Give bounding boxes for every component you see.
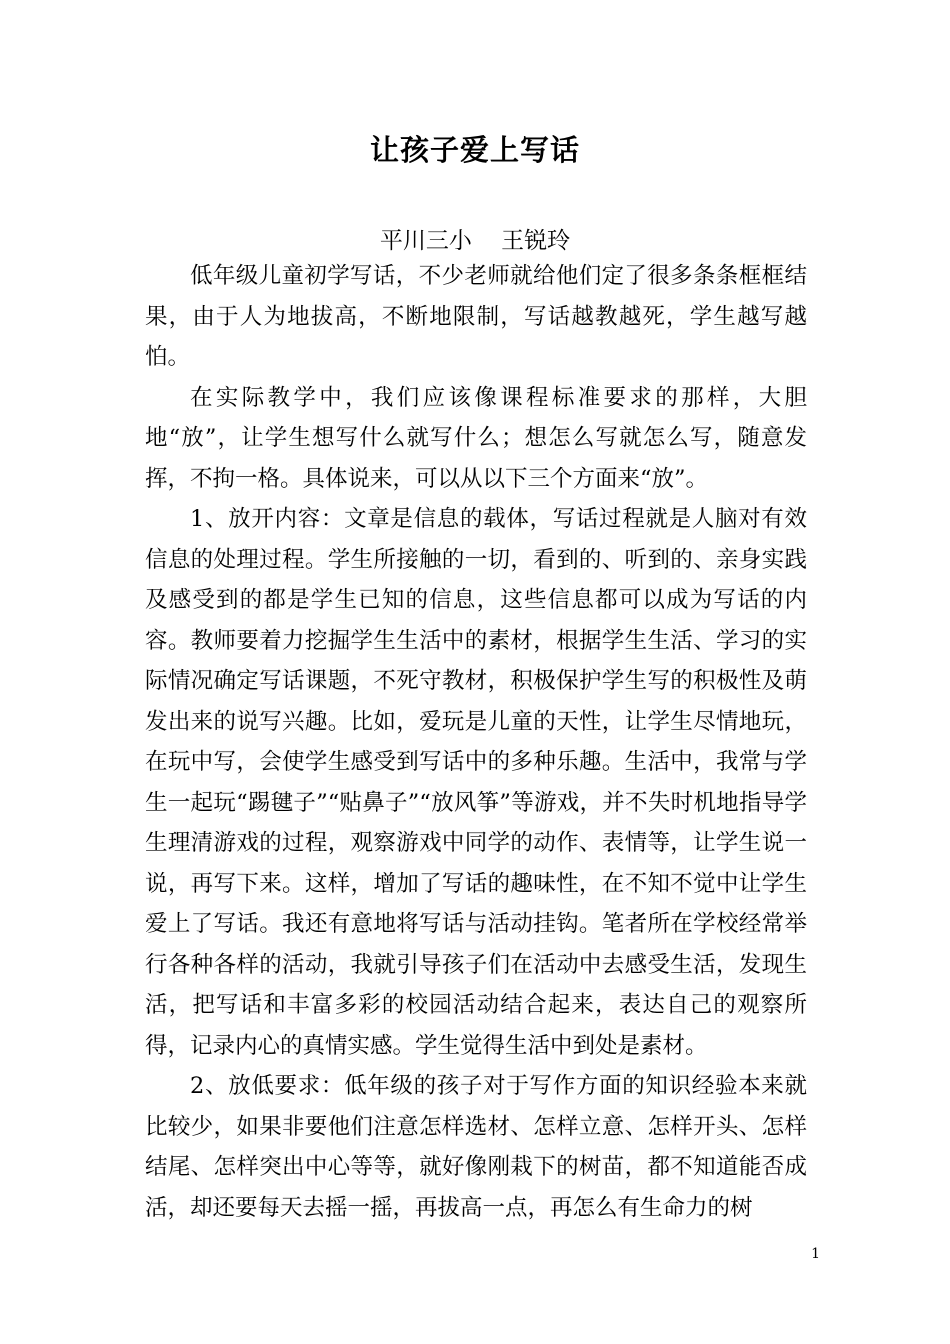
paragraph-intro: 低年级儿童初学写话，不少老师就给他们定了很多条条框框结果，由于人为地拔高，不断地限制，写话越教越死，学生越写越怕。: [145, 263, 807, 370]
paragraph-lower-requirements: 2、放低要求：低年级的孩子对于写作方面的知识经验本来就比较少，如果非要他们注意怎样选材、怎样立意、怎样开头、怎样结尾、怎样突出中心等等，就好像刚栽下的树苗，都不知道能否成活，却还要每天去摇一摇，再拔高一点，再怎么有生命力的树: [145, 1073, 807, 1221]
paragraph-open-content: 1、放开内容：文章是信息的载体，写话过程就是人脑对有效信息的处理过程。学生所接触的一切，看到的、听到的、亲身实践及感受到的都是学生已知的信息，这些信息都可以成为写话的内容。教师要着力挖掘学生生活中的素材，根据学生生活、学习的实际情况确定写话课题，不死守教材，积极保护学生写的积极性及萌发出来的说写兴趣。比如，爱玩是儿童的天性，让学生尽情地玩，在玩中写，会使学生感受到写话中的多种乐趣。生活中，我常与学生一起玩“踢毽子”“贴鼻子”“放风筝”等游戏，并不失时机地指导学生理清游戏的过程，观察游戏中同学的动作、表情等，让学生说一说，再写下来。这样，增加了写话的趣味性，在不知不觉中让学生爱上了写话。我还有意地将写话与活动挂钩。笔者所在学校经常举行各种各样的活动，我就引导孩子们在活动中去感受生活，发现生活，把写话和丰富多彩的校园活动结合起来，表达自己的观察所得，记录内心的真情实感。学生觉得生活中到处是素材。: [145, 506, 807, 1059]
document-body: [145, 256, 807, 1228]
page-number: 1: [811, 1246, 820, 1262]
document-title: 让孩子爱上写话: [369, 133, 580, 167]
author-line: 平川三小 王锐玲: [379, 228, 571, 254]
paragraph-teaching: 在实际教学中，我们应该像课程标准要求的那样，大胆地“放”，让学生想写什么就写什么；想怎么写就怎么写，随意发挥，不拘一格。具体说来，可以从以下三个方面来“放”。: [145, 384, 807, 492]
